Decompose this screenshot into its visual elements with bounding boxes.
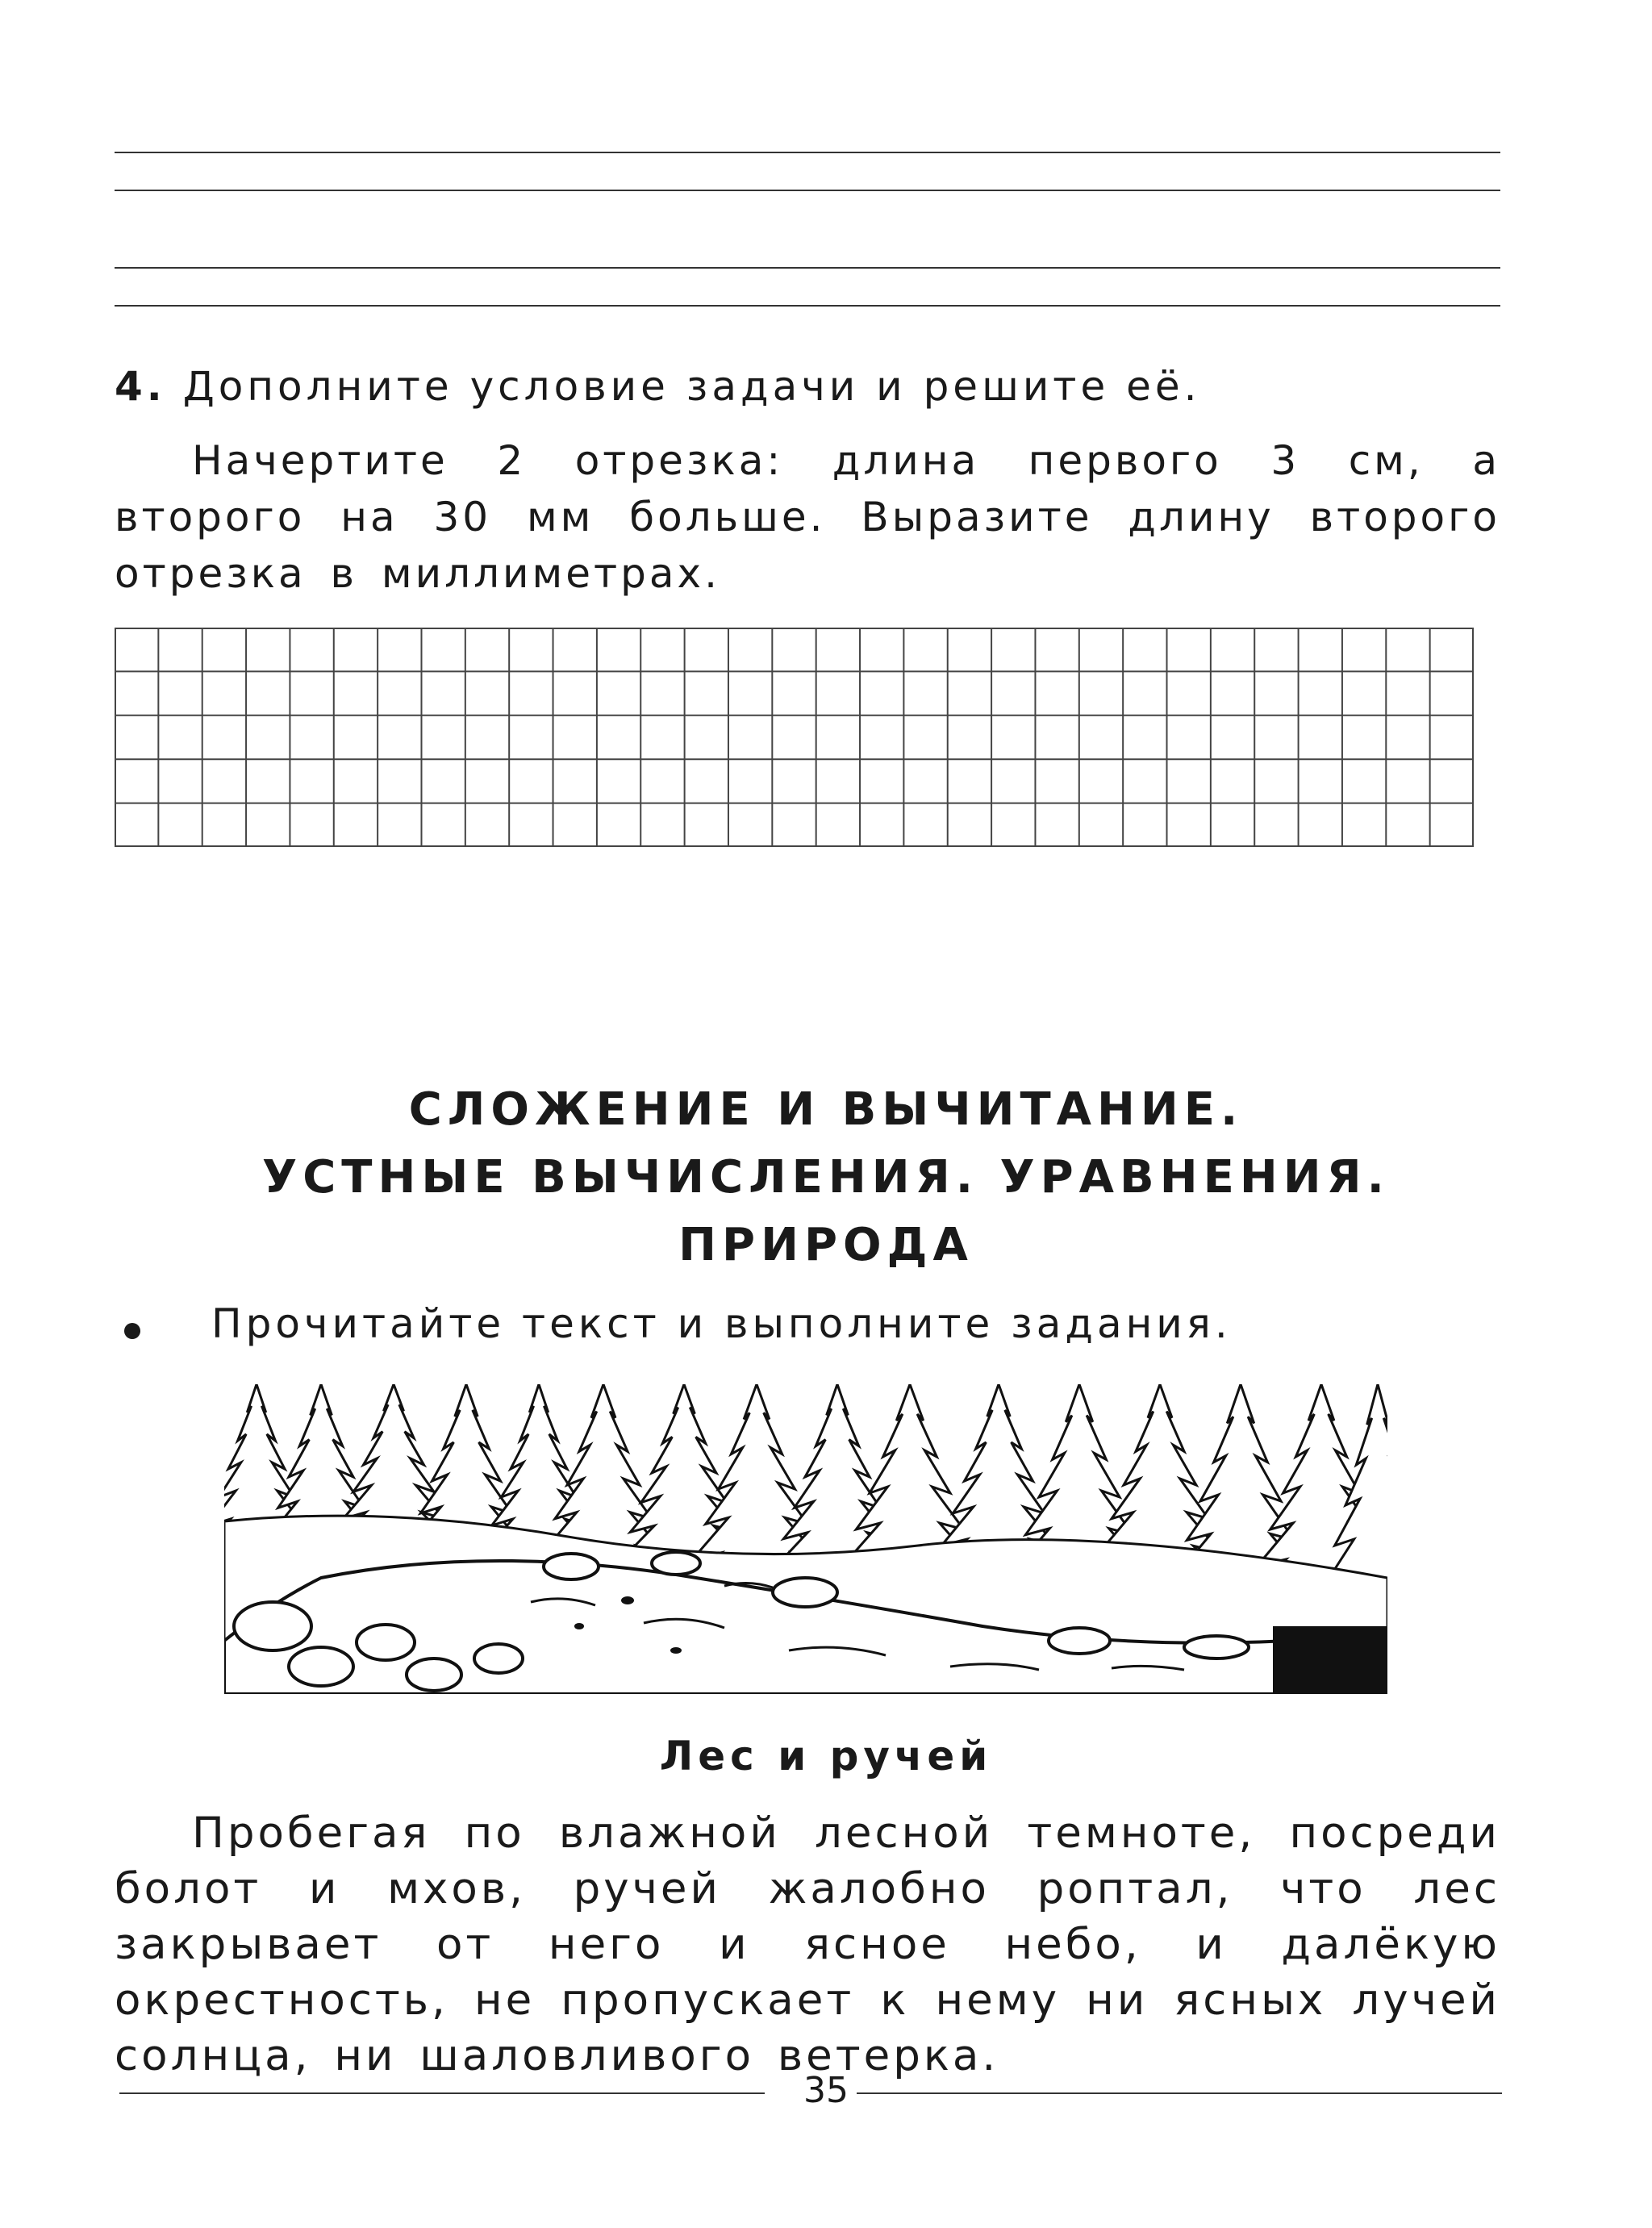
- forest-and-stream-illustration: [224, 1384, 1387, 1694]
- section-title-line: ПРИРОДА: [678, 1219, 974, 1271]
- section-title: [0, 1076, 1652, 1279]
- answer-line[interactable]: [115, 267, 1500, 269]
- task-number: 4.: [115, 363, 166, 410]
- story-text: Пробегая по влажной лесной темноте, посреди болот и мхов, ручей жалобно роптал, что лес закрывает от него и ясное небо, и далёкую окрестность, не пропускает к нему ни ясных лучей солнца, ни шаловливого ветерка.: [115, 1809, 1500, 2080]
- task-instruction: Дополните условие задачи и решите её.: [182, 363, 1201, 410]
- answer-line[interactable]: [115, 190, 1500, 191]
- answer-line[interactable]: [115, 152, 1500, 153]
- task-body: Начертите 2 отрезка: длина первого 3 см, а второго на 30 мм больше. Выразите длину второго отрезка в миллиметрах.: [115, 437, 1500, 597]
- bullet-icon: [124, 1323, 140, 1339]
- page-number: 35: [803, 2070, 849, 2111]
- section-title-line: УСТНЫЕ ВЫЧИСЛЕНИЯ. УРАВНЕНИЯ.: [262, 1151, 1390, 1204]
- story-title: Лес и ручей: [659, 1733, 993, 1779]
- answer-line[interactable]: [115, 305, 1500, 307]
- answer-grid[interactable]: [115, 628, 1474, 847]
- footer-rule-right: [857, 2092, 1502, 2094]
- section-title-line: СЛОЖЕНИЕ И ВЫЧИТАНИЕ.: [408, 1083, 1244, 1136]
- footer-rule-left: [119, 2092, 765, 2094]
- instruction-text: Прочитайте текст и выполните задания.: [211, 1300, 1232, 1347]
- task-heading: [115, 363, 1201, 410]
